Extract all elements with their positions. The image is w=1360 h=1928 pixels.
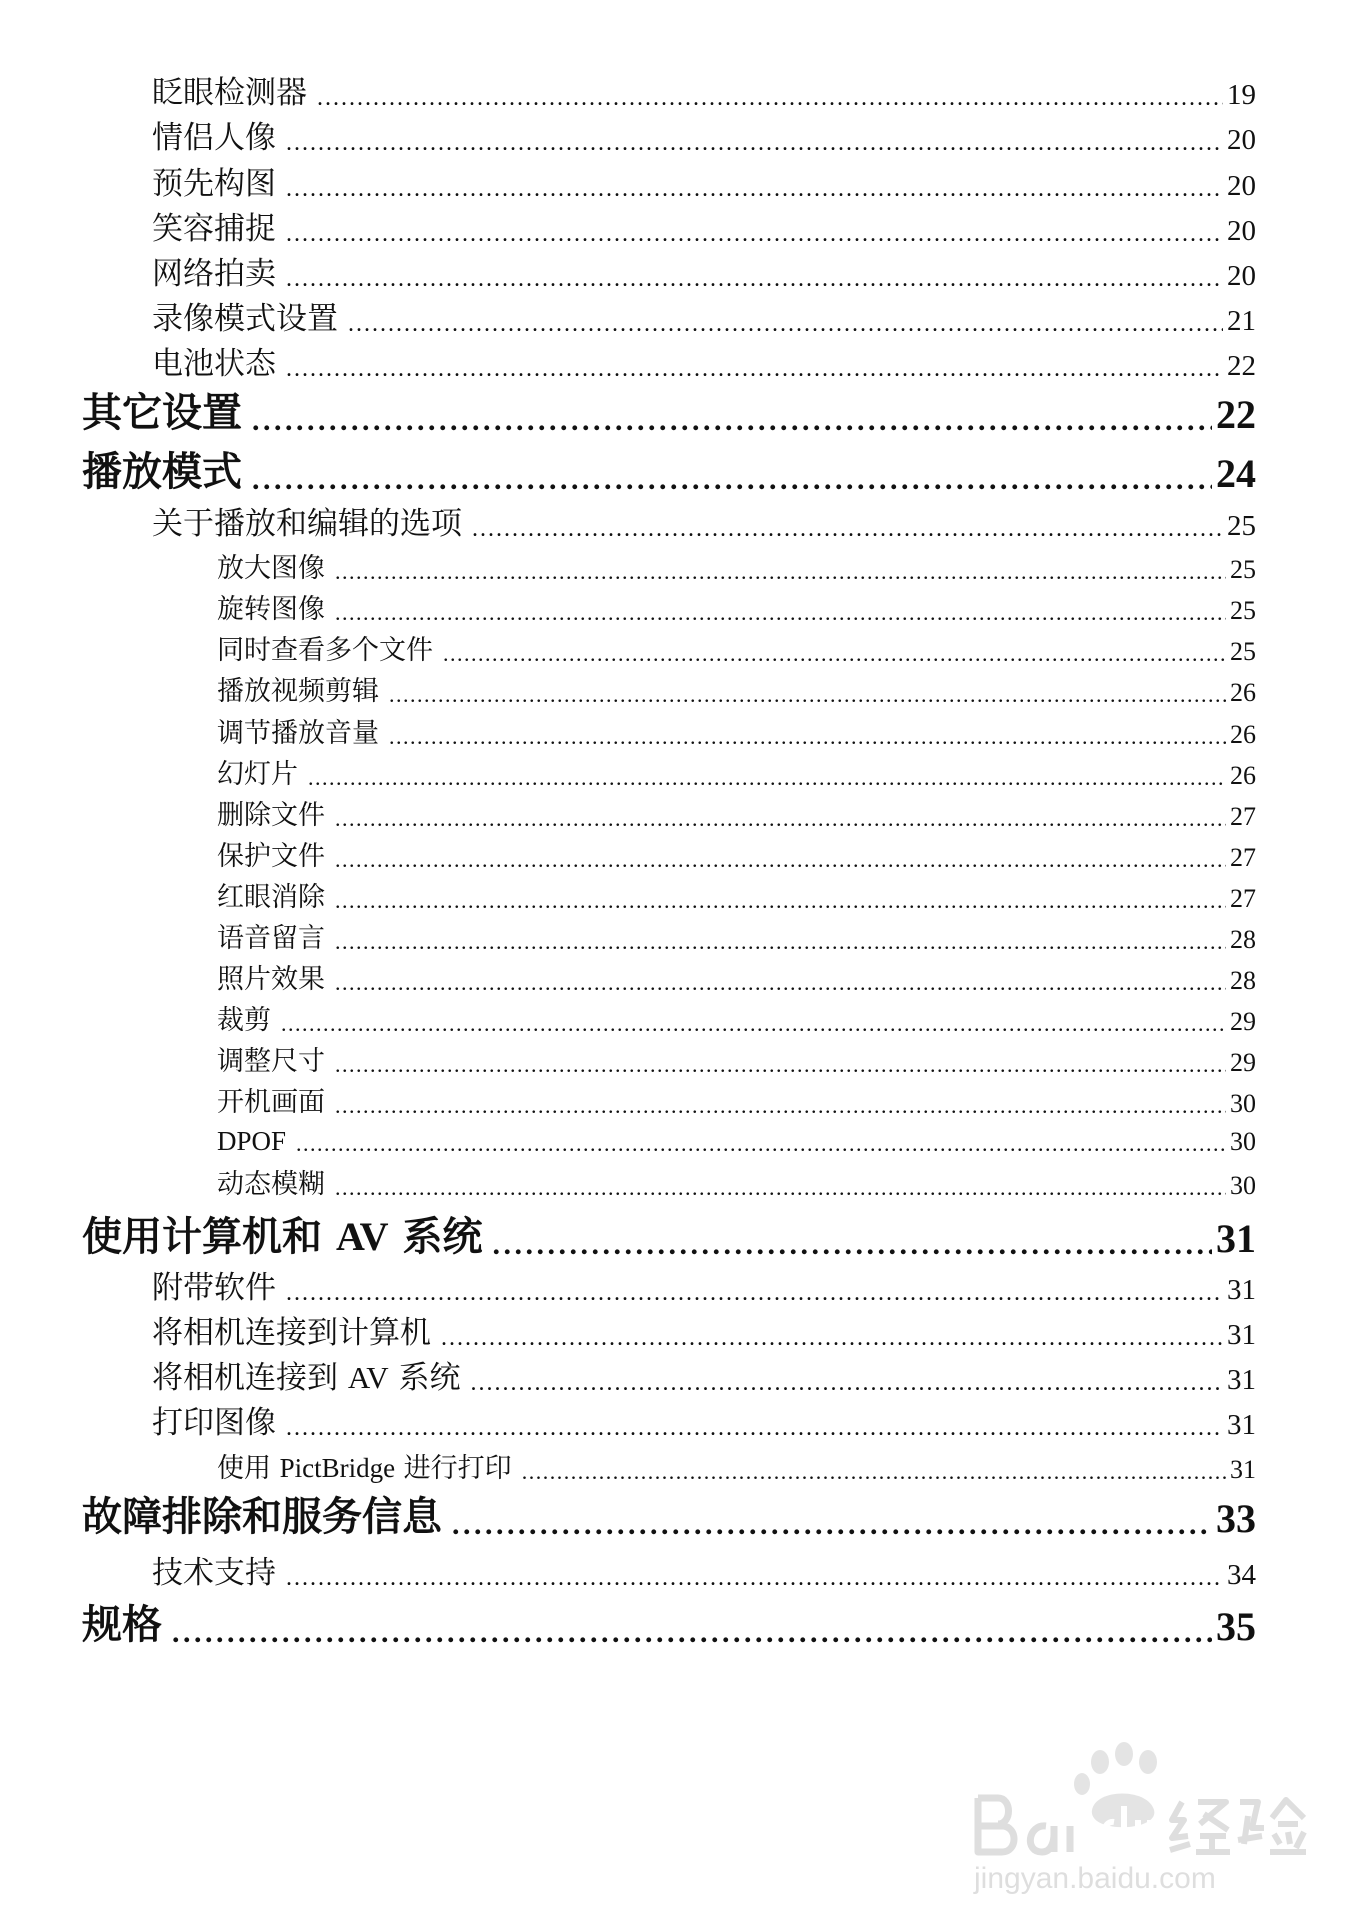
toc-page-number: 28 bbox=[1230, 966, 1256, 995]
toc-page-number: 20 bbox=[1227, 170, 1256, 202]
toc-page-number: 25 bbox=[1227, 510, 1256, 542]
toc-entry-level2 bbox=[152, 298, 1256, 338]
toc-page-number: 27 bbox=[1230, 802, 1256, 831]
toc-page-number: 25 bbox=[1230, 596, 1256, 625]
toc-entry-level3 bbox=[217, 1121, 1256, 1157]
toc-dot-leader bbox=[443, 641, 1226, 667]
toc-entry-level3 bbox=[217, 755, 1256, 791]
toc-entry-level2 bbox=[152, 117, 1256, 157]
toc-dot-leader bbox=[441, 1325, 1223, 1352]
toc-entry-title: 使用 PictBridge 进行打印 bbox=[217, 1453, 512, 1484]
baidu-logo-icon bbox=[968, 1740, 1308, 1865]
toc-entry-title: 语音留言 bbox=[217, 923, 325, 954]
toc-dot-leader bbox=[286, 266, 1223, 293]
toc-page-number: 19 bbox=[1227, 79, 1256, 111]
toc-entry-level2 bbox=[152, 343, 1256, 383]
toc-entry-level3 bbox=[217, 960, 1256, 996]
toc-entry-title: 将相机连接到计算机 bbox=[152, 1315, 431, 1351]
toc-dot-leader bbox=[286, 221, 1223, 248]
toc-dot-leader bbox=[317, 85, 1223, 112]
toc-entry-level2 bbox=[152, 163, 1256, 203]
toc-entry-title: 调节播放音量 bbox=[217, 718, 379, 749]
toc-dot-leader bbox=[493, 1228, 1213, 1262]
toc-entry-title: 同时查看多个文件 bbox=[217, 635, 433, 666]
toc-entry-title: 网络拍卖 bbox=[152, 256, 276, 292]
toc-entry-level1 bbox=[82, 1490, 1256, 1542]
toc-entry-title: 动态模糊 bbox=[217, 1169, 325, 1200]
toc-page-number: 29 bbox=[1230, 1007, 1256, 1036]
toc-entry-title: 红眼消除 bbox=[217, 882, 325, 913]
toc-entry-title: 放大图像 bbox=[217, 553, 325, 584]
toc-entry-title: 裁剪 bbox=[217, 1005, 271, 1036]
toc-dot-leader bbox=[286, 1565, 1223, 1592]
toc-entry-title: 保护文件 bbox=[217, 841, 325, 872]
toc-entry-title: 将相机连接到 AV 系统 bbox=[152, 1360, 461, 1396]
toc-page-number: 20 bbox=[1227, 260, 1256, 292]
toc-dot-leader bbox=[335, 806, 1226, 832]
toc-dot-leader bbox=[172, 1616, 1212, 1650]
toc-entry-level3 bbox=[217, 837, 1256, 873]
toc-page-number: 31 bbox=[1227, 1274, 1256, 1306]
toc-dot-leader bbox=[335, 970, 1226, 996]
toc-page-number: 29 bbox=[1230, 1048, 1256, 1077]
toc-page-number: 26 bbox=[1230, 678, 1256, 707]
toc-entry-title: 幻灯片 bbox=[217, 759, 298, 790]
toc-dot-leader bbox=[389, 682, 1226, 708]
toc-dot-leader bbox=[471, 1370, 1224, 1397]
toc-dot-leader bbox=[252, 463, 1212, 497]
toc-entry-title: 情侣人像 bbox=[152, 120, 276, 156]
toc-dot-leader bbox=[335, 600, 1226, 626]
toc-dot-leader bbox=[472, 516, 1223, 543]
watermark-caption: jingyan.baidu.com bbox=[974, 1862, 1216, 1895]
toc-entry-title: 预先构图 bbox=[152, 166, 276, 202]
toc-dot-leader bbox=[286, 130, 1223, 157]
toc-page-number: 34 bbox=[1227, 1559, 1256, 1591]
toc-dot-leader bbox=[522, 1459, 1226, 1485]
toc-entry-level3 bbox=[217, 590, 1256, 626]
toc-entry-title: 故障排除和服务信息 bbox=[82, 1494, 442, 1540]
toc-dot-leader bbox=[348, 311, 1223, 338]
toc-entry-title: 电池状态 bbox=[152, 346, 276, 382]
toc-entry-title: 规格 bbox=[82, 1602, 162, 1648]
toc-entry-level3 bbox=[217, 1042, 1256, 1078]
toc-dot-leader bbox=[335, 929, 1226, 955]
toc-entry-level2 bbox=[152, 503, 1256, 543]
toc-entry-title: 播放模式 bbox=[82, 449, 242, 495]
toc-dot-leader bbox=[286, 1280, 1223, 1307]
toc-entry-level3 bbox=[217, 1001, 1256, 1037]
toc-dot-leader bbox=[335, 1093, 1226, 1119]
toc-entry-level1 bbox=[82, 1210, 1256, 1262]
toc-entry-title: 技术支持 bbox=[152, 1555, 276, 1591]
toc-page-number: 27 bbox=[1230, 843, 1256, 872]
toc-entry-level2 bbox=[152, 253, 1256, 293]
toc-dot-leader bbox=[335, 888, 1226, 914]
toc-page-number: 31 bbox=[1227, 1364, 1256, 1396]
toc-page-number: 33 bbox=[1216, 1496, 1256, 1541]
toc-dot-leader bbox=[452, 1508, 1212, 1542]
toc-entry-level3 bbox=[217, 631, 1256, 667]
toc-page-number: 31 bbox=[1227, 1409, 1256, 1441]
toc-dot-leader bbox=[335, 847, 1226, 873]
toc-entry-title: DPOF bbox=[217, 1126, 287, 1156]
toc-dot-leader bbox=[281, 1011, 1226, 1037]
toc-entry-level2 bbox=[152, 1267, 1256, 1307]
toc-entry-level3 bbox=[217, 1449, 1256, 1485]
toc-entry-level3 bbox=[217, 796, 1256, 832]
toc-dot-leader bbox=[252, 404, 1212, 438]
toc-page-number: 31 bbox=[1216, 1216, 1256, 1261]
toc-entry-title: 照片效果 bbox=[217, 964, 325, 995]
toc-entry-level1 bbox=[82, 386, 1256, 438]
toc-page-number: 25 bbox=[1230, 555, 1256, 584]
toc-page-number: 30 bbox=[1230, 1089, 1256, 1118]
toc-page-number: 30 bbox=[1230, 1171, 1256, 1200]
toc-page-number: 26 bbox=[1230, 761, 1256, 790]
toc-page-number: 26 bbox=[1230, 720, 1256, 749]
toc-entry-level3 bbox=[217, 1083, 1256, 1119]
toc-entry-level3 bbox=[217, 919, 1256, 955]
toc-entry-title: 录像模式设置 bbox=[152, 301, 338, 337]
toc-page-number: 21 bbox=[1227, 305, 1256, 337]
toc-entry-title: 关于播放和编辑的选项 bbox=[152, 506, 462, 542]
toc-entry-title: 旋转图像 bbox=[217, 594, 325, 625]
toc-dot-leader bbox=[286, 356, 1223, 383]
toc-page-number: 28 bbox=[1230, 925, 1256, 954]
toc-entry-level3 bbox=[217, 549, 1256, 585]
toc-dot-leader bbox=[286, 176, 1223, 203]
toc-entry-level2 bbox=[152, 1312, 1256, 1352]
toc-page-number: 31 bbox=[1227, 1319, 1256, 1351]
toc-dot-leader bbox=[286, 1415, 1223, 1442]
toc-page-number: 35 bbox=[1216, 1604, 1256, 1649]
toc-entry-level2 bbox=[152, 1402, 1256, 1442]
toc-entry-title: 眨眼检测器 bbox=[152, 75, 307, 111]
toc-dot-leader bbox=[335, 1052, 1226, 1078]
toc-entry-title: 附带软件 bbox=[152, 1270, 276, 1306]
toc-entry-level1 bbox=[82, 1598, 1256, 1650]
toc-entry-level2 bbox=[152, 208, 1256, 248]
toc-entry-level3 bbox=[217, 1165, 1256, 1201]
toc-dot-leader bbox=[335, 559, 1226, 585]
toc-entry-title: 删除文件 bbox=[217, 800, 325, 831]
toc-page-number: 30 bbox=[1230, 1127, 1256, 1156]
toc-entry-title: 打印图像 bbox=[152, 1405, 276, 1441]
toc-page-number: 20 bbox=[1227, 124, 1256, 156]
toc-page-number: 20 bbox=[1227, 215, 1256, 247]
toc-entry-title: 播放视频剪辑 bbox=[217, 676, 379, 707]
toc-entry-level3 bbox=[217, 878, 1256, 914]
toc-entry-level3 bbox=[217, 672, 1256, 708]
toc-entry-title: 其它设置 bbox=[82, 390, 242, 436]
toc-dot-leader bbox=[335, 1175, 1226, 1201]
toc-entry-title: 笑容捕捉 bbox=[152, 211, 276, 247]
toc-entry-level2 bbox=[152, 1552, 1256, 1592]
baidu-jingyan-watermark bbox=[968, 1740, 1308, 1910]
toc-entry-title: 调整尺寸 bbox=[217, 1046, 325, 1077]
toc-page-number: 31 bbox=[1230, 1455, 1256, 1484]
toc-entry-title: 使用计算机和 AV 系统 bbox=[82, 1214, 483, 1260]
toc-page-number: 22 bbox=[1216, 392, 1256, 437]
toc-dot-leader bbox=[389, 724, 1226, 750]
toc-page-number: 24 bbox=[1216, 451, 1256, 496]
toc-entry-level2 bbox=[152, 1357, 1256, 1397]
toc-page-number: 27 bbox=[1230, 884, 1256, 913]
toc-dot-leader bbox=[308, 765, 1226, 791]
toc-entry-level1 bbox=[82, 445, 1256, 497]
toc-page-number: 22 bbox=[1227, 350, 1256, 382]
toc-entry-level3 bbox=[217, 714, 1256, 750]
toc-page-number: 25 bbox=[1230, 637, 1256, 666]
toc-entry-title: 开机画面 bbox=[217, 1087, 325, 1118]
toc-dot-leader bbox=[296, 1131, 1226, 1157]
toc-entry-level2 bbox=[152, 72, 1256, 112]
